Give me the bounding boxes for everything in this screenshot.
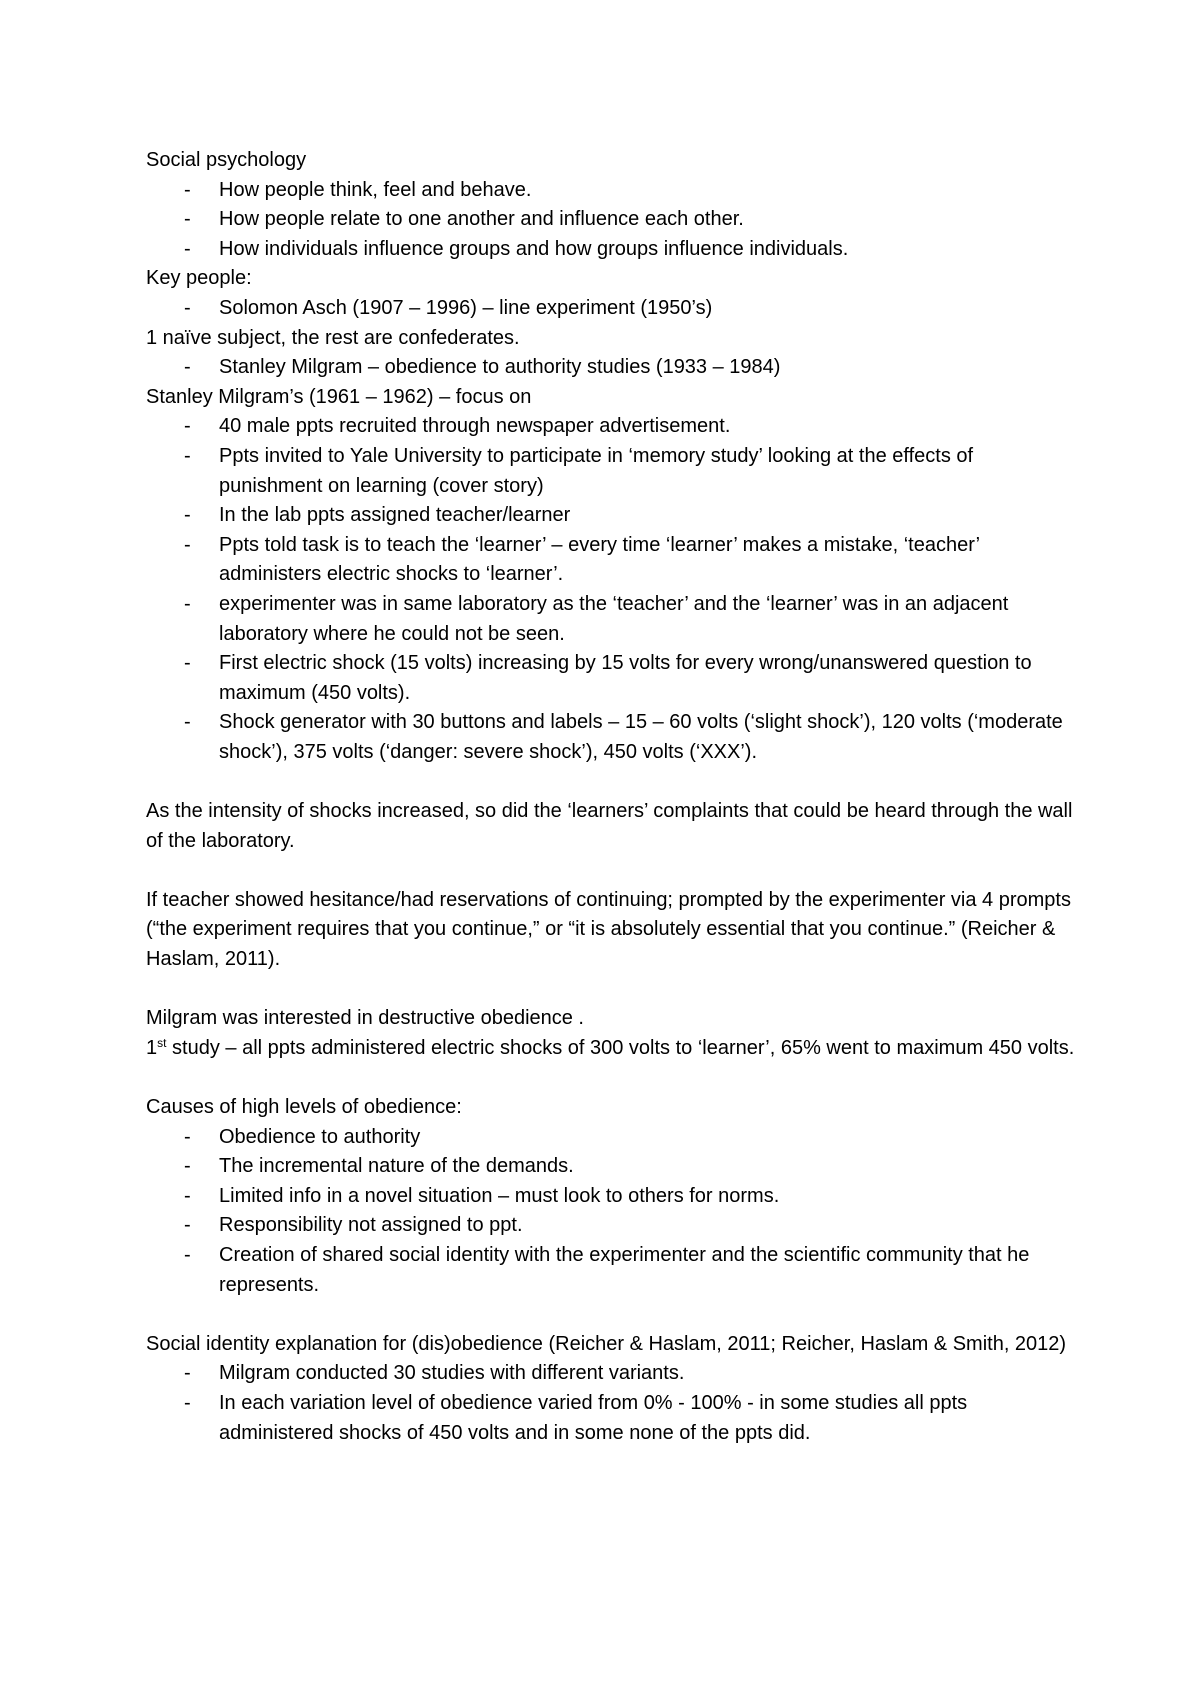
study-text: study – all ppts administered electric shocks of 300 volts to ‘learner’, 65% went to maximum 450 volts. bbox=[166, 1036, 1075, 1059]
paragraph-destructive: Milgram was interested in destructive obedience . bbox=[146, 1007, 584, 1030]
page-title: Social psychology bbox=[146, 149, 307, 171]
causes-list bbox=[146, 1123, 1076, 1301]
list-item: - In each variation level of obedience varied from 0% - 100% - in some studies all ppts administered shocks of 450 volts and in some none of the ppts did. bbox=[146, 1389, 1076, 1448]
intro-list bbox=[146, 176, 1076, 265]
paragraph-gap bbox=[146, 856, 1076, 886]
identity-heading: Social identity explanation for (dis)obedience (Reicher & Haslam, 2011; Reicher, Haslam & Smith, 2012) bbox=[146, 1332, 1067, 1355]
study-number: 1 bbox=[146, 1036, 158, 1059]
causes-heading: Causes of high levels of obedience: bbox=[146, 1096, 462, 1118]
list-item: - How people think, feel and behave. bbox=[146, 176, 1076, 206]
list-item: - Ppts told task is to teach the ‘learner’ – every time ‘learner’ makes a mistake, ‘teacher’ administers electric shocks to ‘learner’. bbox=[146, 531, 1076, 590]
list-item: - Obedience to authority bbox=[146, 1123, 1076, 1153]
milgram-list bbox=[146, 412, 1076, 767]
paragraph-first-study bbox=[146, 1034, 1076, 1064]
paragraph-intensity: As the intensity of shocks increased, so did the ‘learners’ complaints that could be heard through the wall of the laboratory. bbox=[146, 800, 1073, 852]
asch-list bbox=[146, 294, 1076, 324]
list-item: - experimenter was in same laboratory as the ‘teacher’ and the ‘learner’ was in an adjacent laboratory where he could not be seen. bbox=[146, 590, 1076, 649]
paragraph-gap bbox=[146, 1300, 1076, 1330]
list-item: - 40 male ppts recruited through newspaper advertisement. bbox=[146, 412, 1076, 442]
paragraph-gap bbox=[146, 1063, 1076, 1093]
list-item: - Limited info in a novel situation – must look to others for norms. bbox=[146, 1182, 1076, 1212]
list-item: - Creation of shared social identity with the experimenter and the scientific community that he represents. bbox=[146, 1241, 1076, 1300]
list-item: - Responsibility not assigned to ppt. bbox=[146, 1211, 1076, 1241]
list-item: - First electric shock (15 volts) increasing by 15 volts for every wrong/unanswered question to maximum (450 volts). bbox=[146, 649, 1076, 708]
identity-list bbox=[146, 1359, 1076, 1448]
list-item: - In the lab ppts assigned teacher/learner bbox=[146, 501, 1076, 531]
list-item: - Ppts invited to Yale University to participate in ‘memory study’ looking at the effects of punishment on learning (cover story) bbox=[146, 442, 1076, 501]
list-item: - Shock generator with 30 buttons and labels – 15 – 60 volts (‘slight shock’), 120 volts (‘moderate shock’), 375 volts (‘danger: severe shock’), 450 volts (‘XXX’). bbox=[146, 708, 1076, 767]
paragraph-gap bbox=[146, 975, 1076, 1005]
asch-note: 1 naïve subject, the rest are confederates. bbox=[146, 326, 520, 349]
paragraph-gap bbox=[146, 767, 1076, 797]
list-item: - How people relate to one another and influence each other. bbox=[146, 205, 1076, 235]
document-body bbox=[146, 146, 1076, 1448]
list-item: - Solomon Asch (1907 – 1996) – line experiment (1950’s) bbox=[146, 294, 1076, 324]
ordinal-suffix: st bbox=[157, 1035, 167, 1050]
list-item: - The incremental nature of the demands. bbox=[146, 1152, 1076, 1182]
milgram-heading: Stanley Milgram’s (1961 – 1962) – focus on bbox=[146, 385, 532, 408]
list-item: - How individuals influence groups and how groups influence individuals. bbox=[146, 235, 1076, 265]
list-item: - Stanley Milgram – obedience to authority studies (1933 – 1984) bbox=[146, 353, 1076, 383]
key-people-label: Key people: bbox=[146, 267, 252, 290]
milgram-key-list bbox=[146, 353, 1076, 383]
paragraph-prompts: If teacher showed hesitance/had reservations of continuing; prompted by the experimenter via 4 prompts (“the experiment requires that you continue,” or “it is absolutely essential that you continue.” (Reicher & Haslam, 2011). bbox=[146, 888, 1071, 971]
list-item: - Milgram conducted 30 studies with different variants. bbox=[146, 1359, 1076, 1389]
